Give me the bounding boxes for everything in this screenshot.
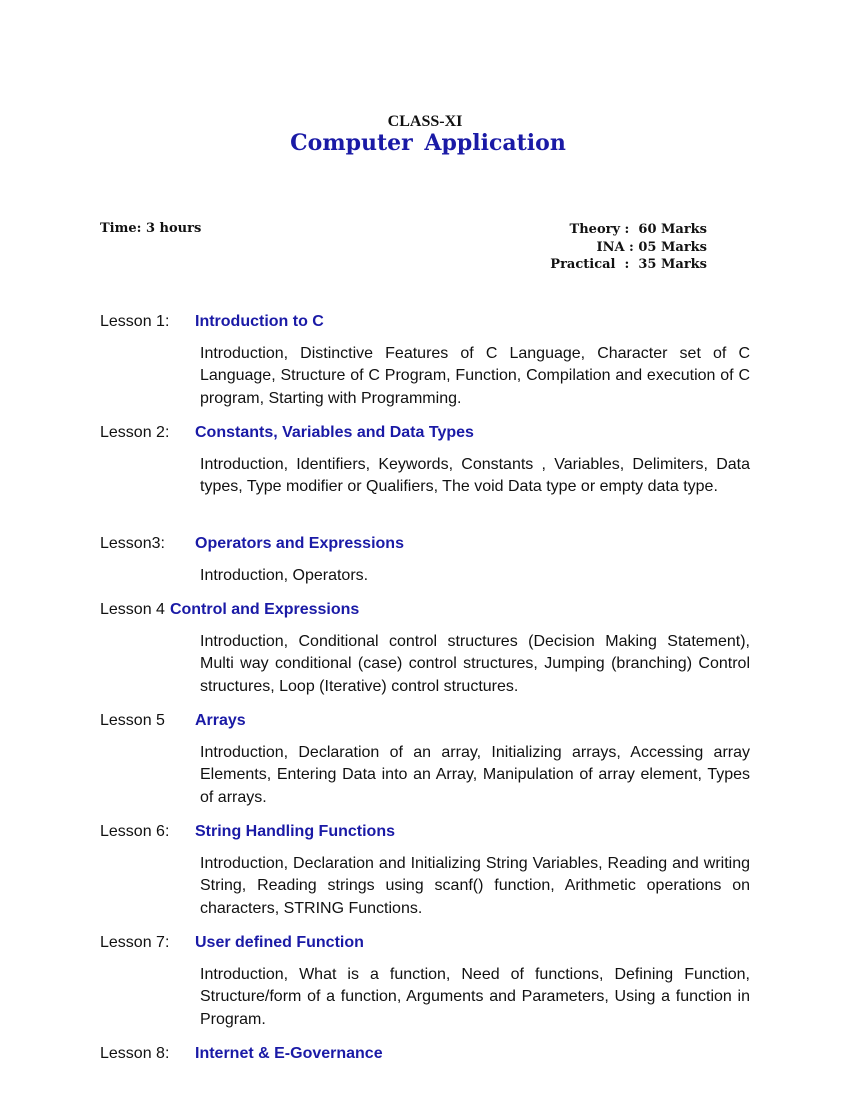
practical-marks: Practical : 35 Marks	[550, 257, 707, 272]
marks-breakdown	[550, 221, 707, 274]
theory-marks: Theory : 60 Marks	[569, 222, 707, 237]
lesson-4	[100, 599, 750, 698]
lesson-content: Introduction, Conditional control structures (Decision Making Statement), Multi way conditional (case) control structures, Jumping (branching) Control structures, Loop (Iterative) control structures.	[200, 633, 750, 695]
lesson-heading	[100, 533, 750, 555]
exam-time: Time: 3 hours	[100, 221, 202, 236]
lesson-content: Introduction, Declaration and Initializing String Variables, Reading and writing String, Reading strings using scanf() function, Arithmetic operations on characters, STRING Functions.	[200, 855, 750, 917]
lesson-2	[100, 422, 750, 499]
lesson-number: Lesson 4	[100, 601, 165, 618]
lesson-6	[100, 821, 750, 920]
lesson-heading	[100, 422, 750, 444]
lesson-title: Constants, Variables and Data Types	[195, 424, 474, 441]
lesson-content: Introduction, Distinctive Features of C Language, Character set of C Language, Structure of C Program, Function, Compilation and execution of C program, Starting with Programming.	[200, 345, 750, 407]
lesson-number: Lesson 7:	[100, 934, 170, 951]
lesson-content: Introduction, Operators.	[200, 567, 369, 584]
lesson-title: Control and Expressions	[169, 601, 360, 618]
lesson-content: Introduction, Declaration of an array, Initializing arrays, Accessing array Elements, Entering Data into an Array, Manipulation of array element, Types of arrays.	[200, 744, 750, 806]
lesson-heading	[100, 1043, 750, 1065]
lesson-number: Lesson 1:	[100, 313, 170, 330]
page-title: Computer Application	[290, 130, 566, 156]
lesson-title: Operators and Expressions	[195, 535, 404, 552]
lesson-title: String Handling Functions	[195, 823, 395, 840]
lesson-heading	[100, 599, 750, 621]
lesson-5	[100, 710, 750, 809]
lesson-title: Introduction to C	[195, 313, 324, 330]
lesson-title: Internet & E-Governance	[195, 1045, 383, 1062]
lesson-number: Lesson3:	[100, 535, 165, 552]
lesson-3	[100, 533, 750, 587]
lesson-number: Lesson 8:	[100, 1045, 170, 1062]
lesson-number: Lesson 5	[100, 712, 165, 729]
lesson-title: Arrays	[195, 712, 246, 729]
lesson-number: Lesson 6:	[100, 823, 170, 840]
lesson-heading	[100, 821, 750, 843]
class-label: CLASS-XI	[387, 113, 463, 130]
lesson-heading	[100, 710, 750, 732]
lesson-heading	[100, 932, 750, 954]
lesson-heading	[100, 311, 750, 333]
lesson-7	[100, 932, 750, 1031]
lesson-title: User defined Function	[195, 934, 364, 951]
lesson-1	[100, 311, 750, 410]
lesson-8	[100, 1043, 750, 1065]
lesson-number: Lesson 2:	[100, 424, 170, 441]
lesson-content: Introduction, Identifiers, Keywords, Constants , Variables, Delimiters, Data types, Type modifier or Qualifiers, The void Data type or empty data type.	[200, 456, 750, 496]
ina-marks: INA : 05 Marks	[596, 239, 707, 255]
lesson-content: Introduction, What is a function, Need of functions, Defining Function, Structure/form of a function, Arguments and Parameters, Using a function in Program.	[200, 966, 750, 1028]
